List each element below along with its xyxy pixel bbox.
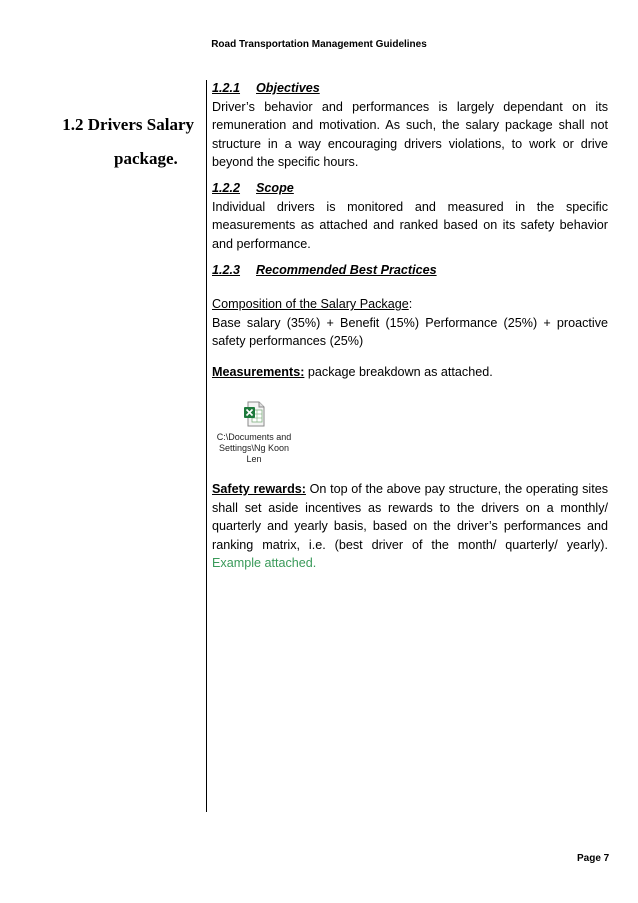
attachment-excel[interactable] bbox=[211, 401, 297, 465]
excel-file-icon bbox=[243, 401, 265, 427]
composition-section bbox=[212, 295, 608, 351]
column-divider bbox=[206, 80, 207, 812]
best-practices-title: Recommended Best Practices bbox=[256, 263, 437, 277]
measurements-section bbox=[212, 363, 608, 382]
safety-rewards-section bbox=[212, 480, 608, 573]
objectives-title: Objectives bbox=[256, 81, 320, 95]
attachment-caption-line1: C:\Documents and bbox=[216, 432, 292, 442]
page-number: Page 7 bbox=[577, 853, 610, 864]
best-practices-heading bbox=[212, 261, 608, 280]
safety-rewards-text: On top of the above pay structure, the operating sites shall set aside incentives as rewards to the drivers on a monthly/ quarterly and yearly basis, based on the driver’s performances and ranking matrix, i.e. (best driver of the month/ quarterly/ yearly). bbox=[212, 482, 608, 552]
objectives-section bbox=[212, 79, 608, 172]
objectives-text: Driver’s behavior and performances is largely dependant on its remuneration and motivation. As such, the salary package shall not structure in a way encouraging drivers violations, to work or drive beyond the specific hours. bbox=[212, 99, 608, 169]
section-title-line2: package. bbox=[114, 149, 178, 168]
objectives-number: 1.2.1 bbox=[212, 81, 241, 95]
scope-text: Individual drivers is monitored and measured in the specific measurements as attached and ranked based on its safety behavior and performance. bbox=[212, 199, 608, 251]
example-attached-link[interactable]: Example attached. bbox=[212, 556, 317, 570]
scope-section bbox=[212, 179, 608, 253]
composition-colon: : bbox=[408, 297, 413, 311]
attachment-caption-line2: Settings\Ng Koon Len bbox=[218, 443, 290, 464]
best-practices-number: 1.2.3 bbox=[212, 263, 241, 277]
scope-number: 1.2.2 bbox=[212, 181, 241, 195]
composition-label: Composition of the Salary Package bbox=[212, 297, 409, 311]
measurements-label: Measurements: bbox=[212, 365, 305, 379]
objectives-heading bbox=[212, 79, 608, 98]
section-title-line1: 1.2 Drivers Salary bbox=[62, 115, 194, 134]
best-practices-section bbox=[212, 261, 608, 280]
composition-heading bbox=[212, 295, 608, 314]
document-header: Road Transportation Management Guidelines bbox=[211, 39, 427, 50]
scope-title: Scope bbox=[256, 181, 294, 195]
safety-rewards-label: Safety rewards: bbox=[212, 482, 306, 496]
composition-text: Base salary (35%) + Benefit (15%) Performance (25%) + proactive safety performances (25%) bbox=[212, 315, 608, 348]
scope-heading bbox=[212, 179, 608, 198]
measurements-text: package breakdown as attached. bbox=[304, 365, 493, 379]
